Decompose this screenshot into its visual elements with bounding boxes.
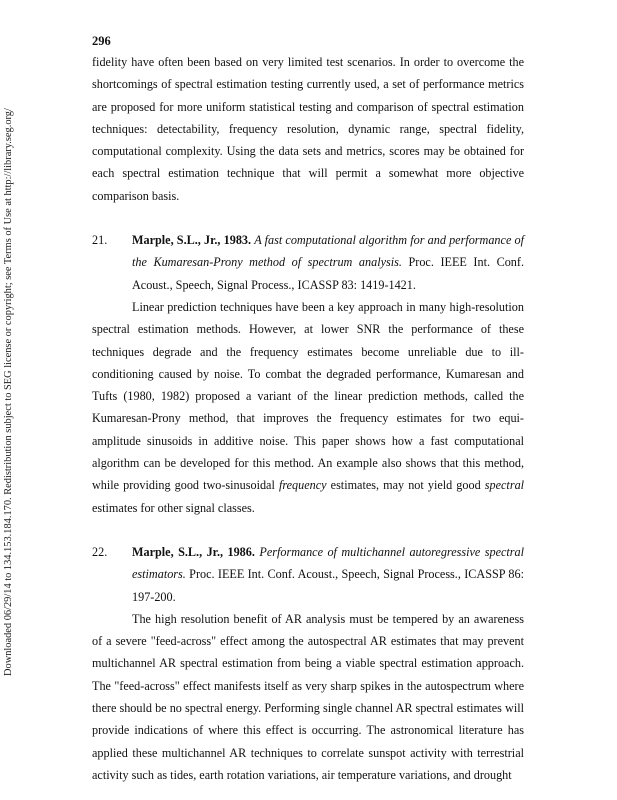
entry-source: Proc. IEEE Int. Conf. Acoust., Speech, Signal Process., ICASSP 86: 197-200.	[132, 567, 524, 604]
reference-entry-21	[92, 229, 524, 296]
download-notice: Downloaded 06/29/14 to 134.153.184.170. Redistribution subject to SEG license or copyright; see Terms of Use at http://library.seg.org/	[3, 108, 14, 676]
page-number: 296	[92, 34, 111, 48]
page-body	[92, 51, 524, 786]
entry-title: Performance of multichannel autoregressive spectral estimators.	[132, 544, 525, 582]
entry-abstract-22: The high resolution benefit of AR analysis must be tempered by an awareness of a severe "feed-across" effect among the autospectral AR estimates that may prevent multichannel AR spectral estimation from being a viable spectral estimation approach. The "feed-across" effect manifests itself as very sharp spikes in the autospectrum where there should be no spectral energy. Performing single channel AR spectral estimates will provide indications of where this effect is occurring. The astronomical literature has applied these multichannel AR techniques to correlate sunspot activity with terrestrial activity such as tides, earth rotation variations, air temperature variations, and drought	[92, 611, 524, 782]
spacer	[92, 207, 524, 229]
spacer	[92, 519, 524, 541]
abstract-text: estimates, may not yield good	[330, 478, 481, 493]
abstract-emphasis: spectral	[484, 478, 525, 493]
abstract-text: estimates for other signal classes.	[92, 500, 255, 515]
reference-entry-22	[92, 541, 524, 608]
intro-paragraph: fidelity have often been based on very limited test scenarios. In order to overcome the shortcomings of spectral estimation testing currently used, a set of performance metrics are proposed for more uniform statistical testing and comparison of spectral estimation techniques: detectability, frequency resolution, dynamic range, spectral fidelity, computational complexity. Using the data sets and metrics, scores may be obtained for each spectral estimation technique that will permit a somewhat more objective comparison basis.	[92, 55, 524, 203]
entry-number: 21.	[92, 233, 108, 248]
entry-source: Proc. IEEE Int. Conf. Acoust., Speech, Signal Process., ICASSP 83: 1419-1421.	[132, 255, 524, 292]
entry-title: A fast computational algorithm for and performance of the Kumaresan-Prony method of spectrum analysis.	[132, 233, 524, 270]
entry-author: Marple, S.L., Jr., 1986.	[132, 544, 255, 559]
entry-abstract-21	[92, 296, 524, 519]
abstract-text: Linear prediction techniques have been a key approach in many high-resolution spectral estimation methods. However, at lower SNR the performance of these techniques degrade and the frequency estimates become unreliable due to ill-conditioning caused by noise. To combat the degraded performance, Kumaresan and Tufts (1980, 1982) proposed a variant of the linear prediction methods, called the Kumaresan-Prony method, that improves the frequency estimates for two equi-amplitude sinusoids in additive noise. This paper shows how a fast computational algorithm can be developed for this method. An example also shows that this method, while providing good two-sinusoidal	[92, 299, 524, 493]
entry-author: Marple, S.L., Jr., 1983.	[132, 233, 252, 248]
abstract-emphasis: frequency	[278, 478, 327, 493]
entry-number: 22.	[92, 544, 108, 559]
